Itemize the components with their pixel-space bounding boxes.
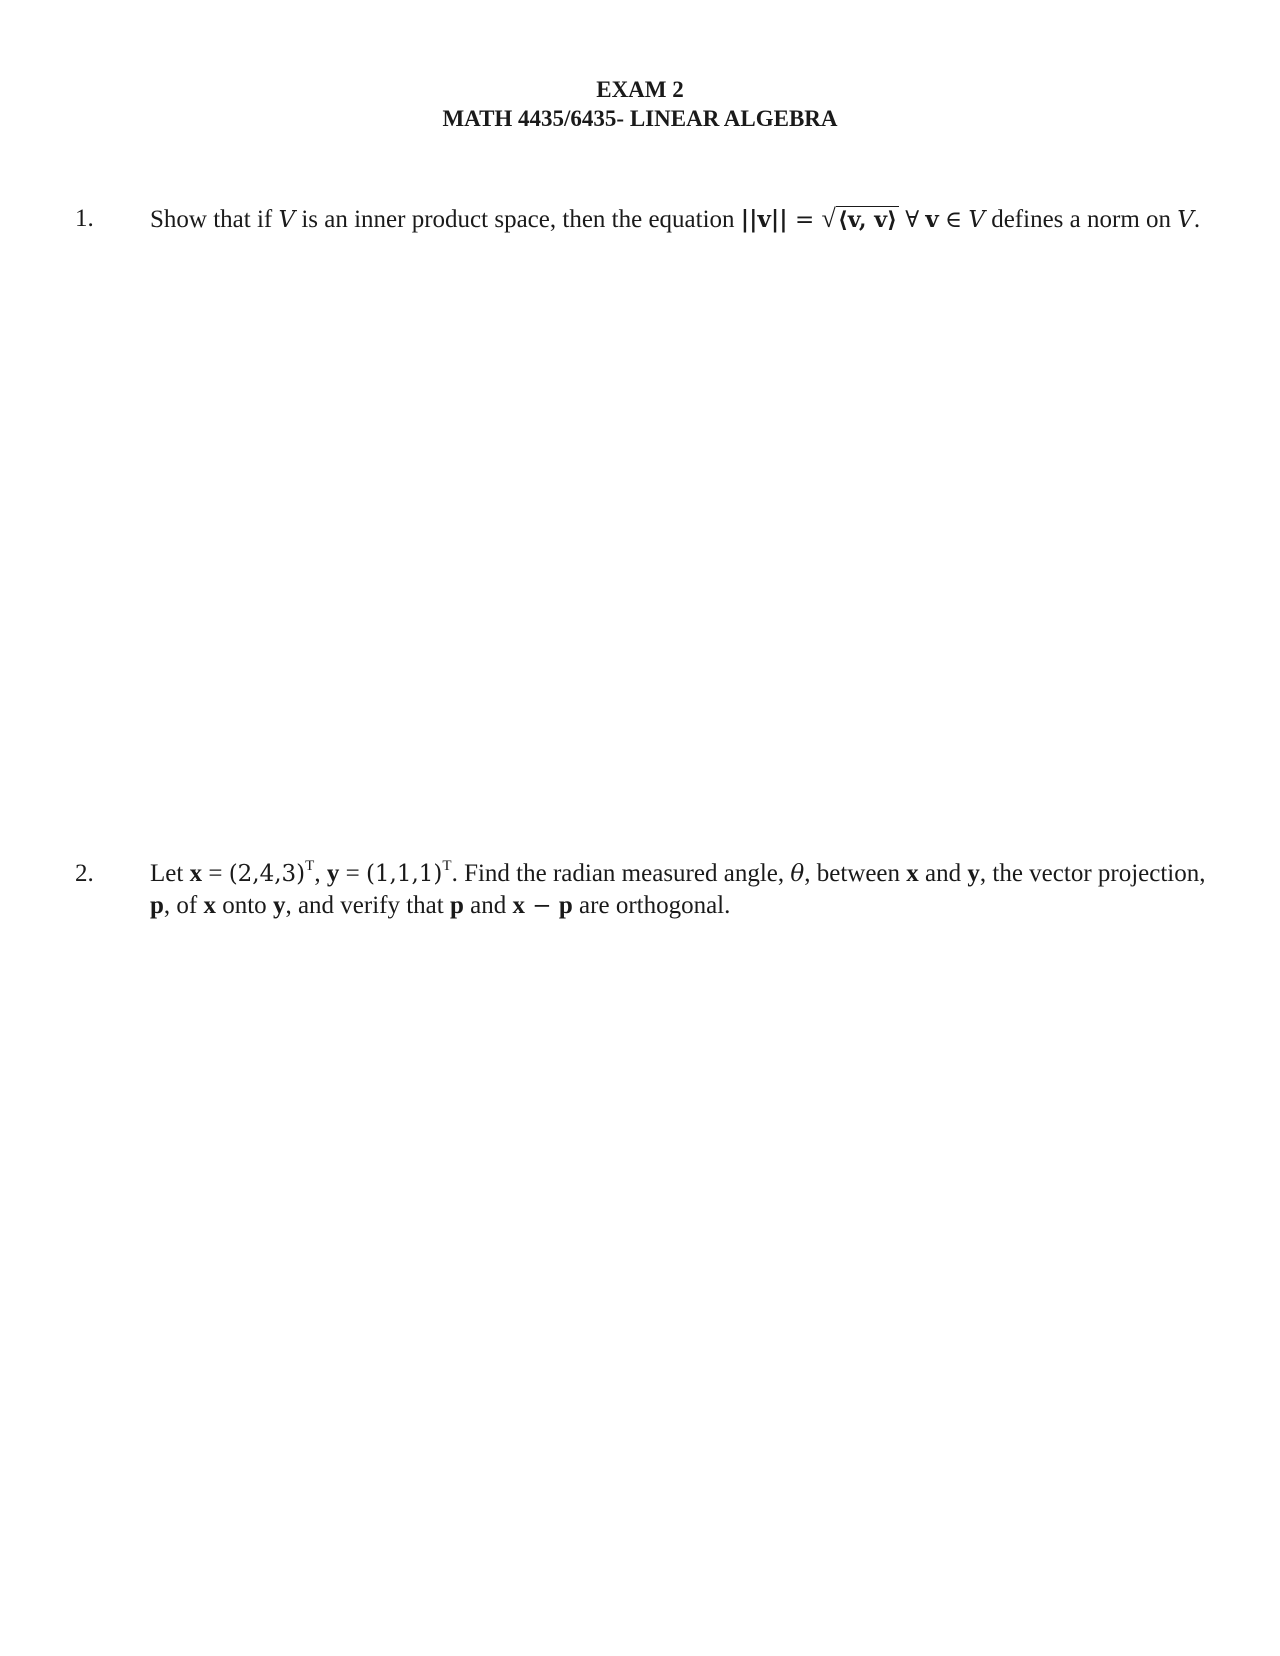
forall-symbol: ∀	[905, 207, 920, 233]
math-symbol: v	[925, 206, 939, 233]
problem-text	[150, 203, 1210, 236]
exam-title: EXAM 2	[596, 77, 684, 102]
text-segment: .	[1193, 206, 1201, 233]
math-symbol: p	[558, 892, 573, 919]
course-title: MATH 4435/6435- LINEAR ALGEBRA	[442, 106, 838, 131]
math-symbol: y	[272, 892, 286, 919]
theta-symbol: θ	[790, 861, 805, 887]
text-segment: are orthogonal.	[572, 892, 731, 919]
math-symbol: x	[512, 892, 525, 919]
problem-text	[150, 858, 1210, 922]
square-root	[822, 203, 899, 236]
math-symbol: V	[278, 207, 296, 233]
math-symbol: x	[906, 860, 919, 887]
vector-value: (2,4,3)	[228, 861, 306, 887]
equals-sign: =	[202, 860, 229, 887]
norm-expression: ||v||	[740, 206, 788, 233]
math-symbol: p	[150, 892, 164, 919]
text-segment: , of	[163, 892, 204, 919]
vector-value: (1,1,1)	[365, 861, 443, 887]
problem-number: 1.	[75, 205, 94, 232]
element-of-symbol: ∈	[945, 207, 963, 233]
text-segment: is an inner product space, then the equation	[295, 206, 741, 233]
minus-sign: −	[524, 893, 559, 919]
equals-sign: =	[787, 207, 822, 233]
equals-sign: =	[339, 860, 366, 887]
text-segment: Let	[150, 860, 190, 887]
text-segment: , between	[804, 860, 907, 887]
text-segment: defines a norm on	[984, 206, 1178, 233]
transpose-mark: T	[305, 857, 315, 874]
inner-product: ⟨v, v⟩	[837, 207, 898, 233]
text-segment: , the vector projection,	[979, 860, 1206, 887]
math-symbol: V	[968, 207, 985, 233]
text-segment: and	[463, 892, 513, 919]
math-symbol: p	[449, 892, 464, 919]
math-symbol: x	[189, 860, 203, 887]
math-symbol: x	[203, 892, 216, 919]
math-symbol: V	[1177, 207, 1194, 233]
text-segment: Show that if	[150, 206, 279, 233]
math-symbol: y	[326, 860, 340, 887]
transpose-mark: T	[442, 857, 452, 874]
math-symbol: y	[967, 860, 980, 887]
radical-icon: √	[821, 204, 836, 233]
text-segment: , and verify that	[285, 892, 450, 919]
text-segment: and	[918, 860, 968, 887]
text-segment: . Find the radian measured angle,	[451, 860, 791, 887]
text-segment: ,	[314, 860, 327, 887]
problem-number: 2.	[75, 860, 94, 887]
text-segment: onto	[215, 892, 273, 919]
